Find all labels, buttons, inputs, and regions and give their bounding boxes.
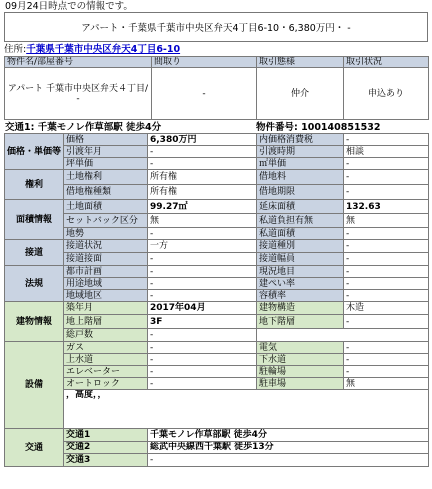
field-value: - (148, 366, 257, 378)
category-price: 価格・単価等 (5, 134, 64, 170)
field-label: 借地期限 (257, 185, 344, 200)
col-header-transaction: 取引態様 (257, 57, 344, 68)
field-label: 交通3 (64, 454, 148, 467)
equipment-notes: ，高度，， (64, 390, 429, 429)
field-value: - (344, 290, 429, 302)
field-label: 接道接面 (64, 253, 148, 266)
field-label: 現況地目 (257, 266, 344, 278)
field-value: - (148, 354, 257, 366)
field-label: 土地権利 (64, 170, 148, 185)
address-link[interactable]: 千葉県千葉市中央区弁天4丁目6-10 (26, 44, 181, 55)
field-value: 無 (344, 214, 429, 228)
field-label: セットバック区分 (64, 214, 148, 228)
field-value: - (148, 290, 257, 302)
field-value: - (344, 134, 429, 146)
field-label: 借地料 (257, 170, 344, 185)
field-label: 下水道 (257, 354, 344, 366)
floors-value: 3F (148, 315, 257, 329)
transport-value: - (148, 454, 429, 467)
field-label: 上水道 (64, 354, 148, 366)
field-label: 借地権種類 (64, 185, 148, 200)
field-value: - (344, 315, 429, 329)
field-value: - (148, 329, 257, 342)
field-label: 接道種別 (257, 240, 344, 253)
field-value: - (344, 253, 429, 266)
category-transport: 交通 (5, 429, 64, 467)
field-label: 引渡時期 (257, 146, 344, 158)
field-value: - (148, 253, 257, 266)
field-value: 無 (344, 378, 429, 390)
field-value: - (344, 170, 429, 185)
field-value: - (344, 366, 429, 378)
category-road: 接道 (5, 240, 64, 266)
field-value: 所有権 (148, 170, 257, 185)
field-value: - (148, 278, 257, 290)
built-date-value: 2017年04月 (148, 302, 257, 315)
field-value: - (148, 146, 257, 158)
col-header-layout: 間取り (152, 57, 257, 68)
status-value: 申込あり (344, 68, 429, 120)
field-label: 接道状況 (64, 240, 148, 253)
field-value: - (148, 378, 257, 390)
field-label: 地上階層 (64, 315, 148, 329)
transport-value: 千葉モノレ作草部駅 徒歩4分 (148, 429, 429, 442)
field-value: - (344, 278, 429, 290)
field-value: - (344, 240, 429, 253)
field-label: 延床面積 (257, 200, 344, 214)
category-rights: 権利 (5, 170, 64, 200)
price-value: 6,380万円 (148, 134, 257, 146)
floor-area-value: 132.63 (344, 200, 429, 214)
field-label: エレベーター (64, 366, 148, 378)
field-label: 坪単価 (64, 158, 148, 170)
field-label: 築年月 (64, 302, 148, 315)
transaction-value: 仲介 (257, 68, 344, 120)
field-value: - (148, 266, 257, 278)
category-building: 建物情報 (5, 302, 64, 342)
field-value: 木造 (344, 302, 429, 315)
field-label: 土地面積 (64, 200, 148, 214)
traffic-line: 交通1: 千葉モノレ作草部駅 徒歩4分 物件番号: 100140851532 (5, 122, 381, 133)
field-label: オートロック (64, 378, 148, 390)
listing-title: アパート・千葉県千葉市中央区弁天4丁目6-10・6,380万円・ - (4, 12, 428, 42)
field-value: 所有権 (148, 185, 257, 200)
property-name: アパート 千葉市中央区弁天４丁目/ - (5, 68, 152, 120)
as-of-date: 09月24日時点での情報です。 (5, 1, 133, 12)
field-value: 無 (148, 214, 257, 228)
field-label: 私道面積 (257, 228, 344, 240)
field-value: - (344, 185, 429, 200)
field-label: 地域地区 (64, 290, 148, 302)
field-label: 内価格消費税 (257, 134, 344, 146)
field-label: ガス (64, 342, 148, 354)
field-label: 私道負担有無 (257, 214, 344, 228)
field-value: - (344, 266, 429, 278)
field-value: 一方 (148, 240, 257, 253)
transport-value: 総武中央線西千葉駅 徒歩13分 (148, 441, 429, 454)
field-label: 容積率 (257, 290, 344, 302)
field-value: - (344, 342, 429, 354)
field-label: 駐車場 (257, 378, 344, 390)
field-label: 建物構造 (257, 302, 344, 315)
field-value: - (344, 228, 429, 240)
field-label: 交通2 (64, 441, 148, 454)
field-value: - (344, 158, 429, 170)
field-label: 接道幅員 (257, 253, 344, 266)
field-value: - (148, 342, 257, 354)
field-label: 駐輪場 (257, 366, 344, 378)
field-label: 引渡年月 (64, 146, 148, 158)
field-label: 地勢 (64, 228, 148, 240)
empty-cell (257, 329, 429, 342)
field-value: - (344, 354, 429, 366)
field-label: 総戸数 (64, 329, 148, 342)
col-header-status: 取引状況 (344, 57, 429, 68)
field-label: ㎡単価 (257, 158, 344, 170)
field-value: 相談 (344, 146, 429, 158)
field-value: - (148, 228, 257, 240)
field-label: 地下階層 (257, 315, 344, 329)
field-label: 用途地域 (64, 278, 148, 290)
category-area: 面積情報 (5, 200, 64, 240)
col-header-name: 物件名/部屋番号 (5, 57, 152, 68)
field-value: - (148, 158, 257, 170)
address: 住所:千葉県千葉市中央区弁天4丁目6-10 (4, 44, 181, 55)
layout-value: - (152, 68, 257, 120)
field-label: 都市計画 (64, 266, 148, 278)
category-law: 法規 (5, 266, 64, 302)
detail-table (4, 133, 429, 467)
field-label: 交通1 (64, 429, 148, 442)
category-equipment: 設備 (5, 342, 64, 429)
land-area-value: 99.27㎡ (148, 200, 257, 214)
field-label: 電気 (257, 342, 344, 354)
field-label: 価格 (64, 134, 148, 146)
summary-table (4, 56, 429, 120)
field-label: 建ぺい率 (257, 278, 344, 290)
property-number: 物件番号: 100140851532 (256, 122, 381, 133)
